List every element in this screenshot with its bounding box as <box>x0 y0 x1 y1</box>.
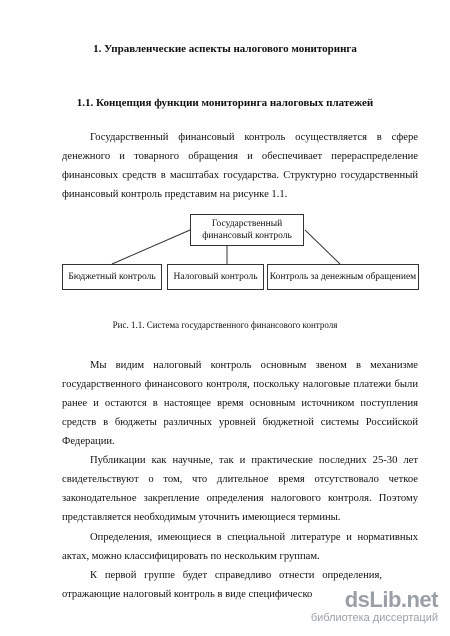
connector-left <box>112 230 190 264</box>
diagram-child-label: Налоговый контроль <box>173 272 258 282</box>
paragraph-intro: Государственный финансовый контроль осуществляется в сфере денежного и товарного обращения и обеспечивает перераспределение финансовых средств в масштабах государства. Структурно государственный финансовый контроль представим на рисунке 1.1. <box>62 132 418 200</box>
section-heading: 1.1. Концепция функции мониторинга налоговых платежей <box>76 97 374 109</box>
diagram-child-money <box>267 264 419 290</box>
connector-right <box>305 230 340 264</box>
paragraph-first-group: К первой группе будет справедливо отнести определения, отражающие налоговый контроль в виде специфическо <box>62 570 382 600</box>
diagram-child-budget <box>62 264 162 290</box>
diagram-root-label: Государственный финансовый контроль <box>202 219 292 241</box>
dslib-logo: dsLib.net <box>344 587 438 612</box>
paragraph-definitions: Определения, имеющиеся в специальной литературе и нормативных актах, можно классифицировать по нескольким группам. <box>62 532 418 562</box>
diagram-root-box <box>190 214 304 246</box>
diagram-child-label: Бюджетный контроль <box>68 272 156 282</box>
diagram-child-label: Контроль за денежным обращением <box>269 272 417 282</box>
figure-caption: Рис. 1.1. Система государственного финансового контроля <box>112 320 338 330</box>
dslib-subtitle: библиотека диссертаций <box>310 612 438 624</box>
diagram-child-tax <box>167 264 264 290</box>
chapter-heading: 1. Управленческие аспекты налогового мониторинга <box>93 43 357 55</box>
dslib-watermark <box>311 588 438 625</box>
paragraph-tax-control: Мы видим налоговый контроль основным звеном в механизме государственного финансового контроля, поскольку налоговые платежи были ранее и остаются в настоящее время основным источником поступления средств в бюджеты различных уровней бюджетной системы Российской Федерации. <box>62 360 418 447</box>
paragraph-publications: Публикации как научные, так и практические последних 25-30 лет свидетельствуют о том, что длительное время отсутствовало четкое законодательное закрепление определения налогового контроля. Поэтому представляется необходимым уточнить имеющиеся термины. <box>62 455 418 523</box>
